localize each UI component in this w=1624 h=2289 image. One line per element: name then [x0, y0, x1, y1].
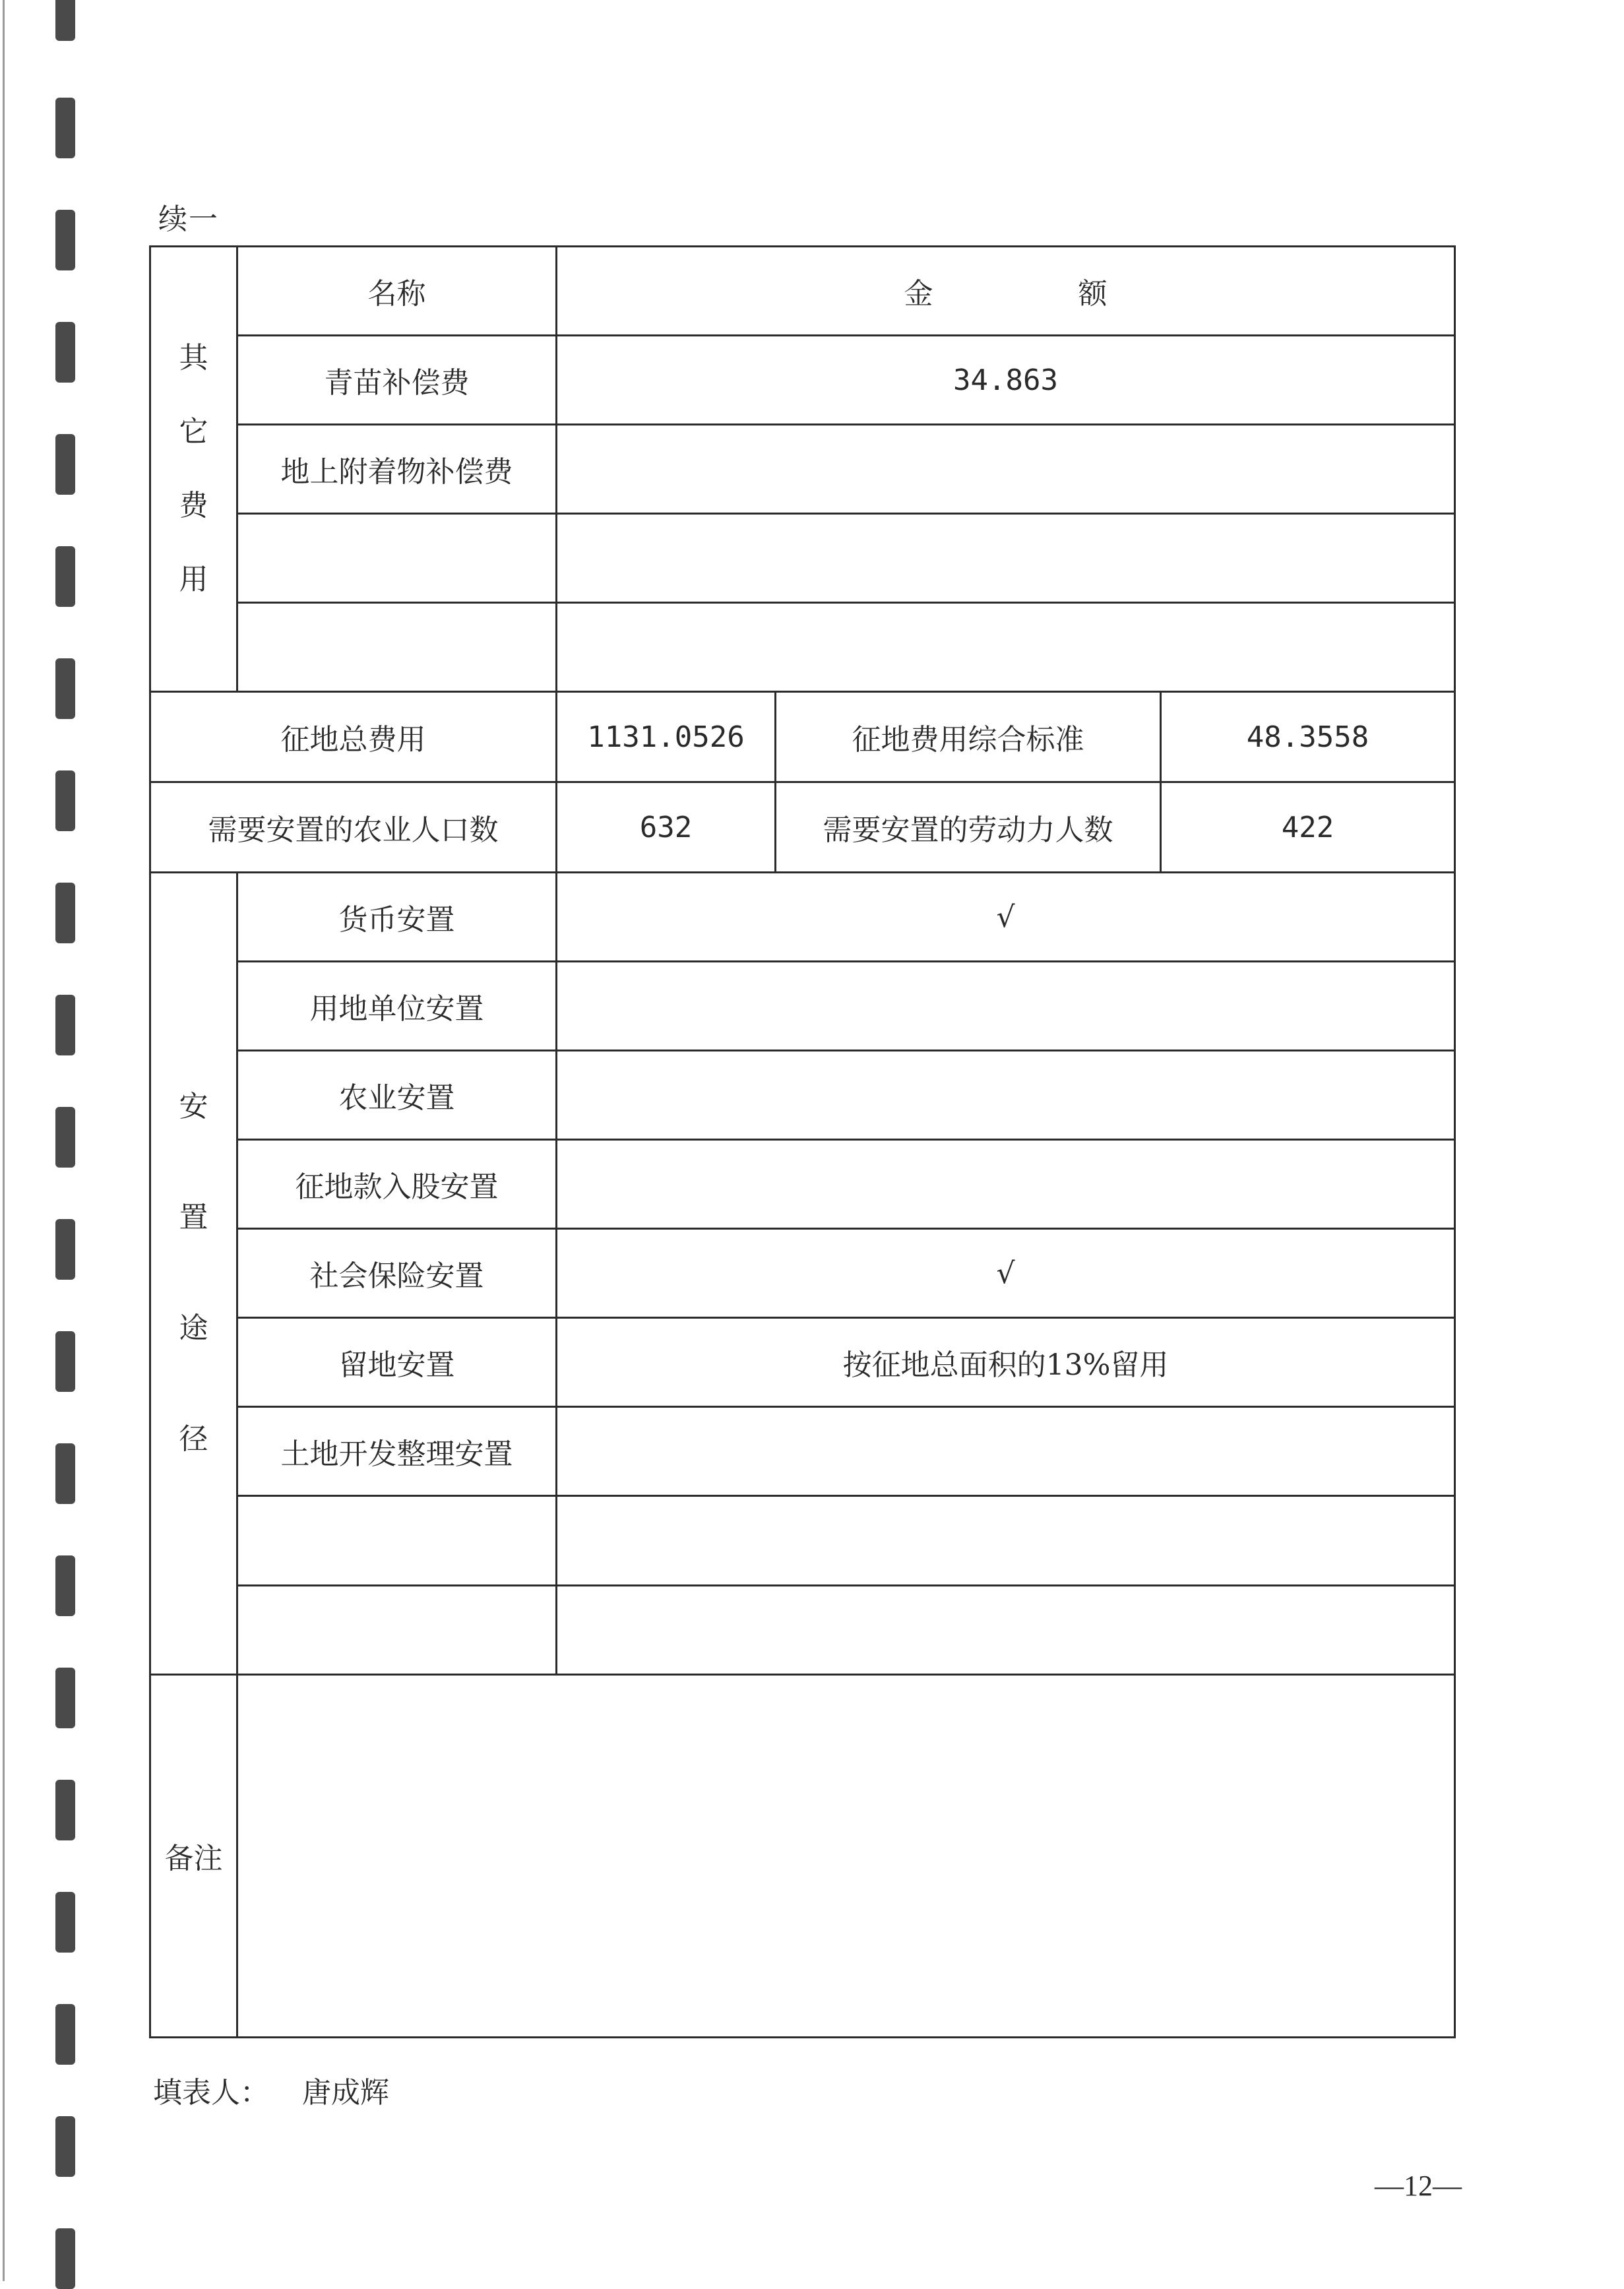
- resettlement-name: 留地安置: [237, 1318, 557, 1407]
- table-row: [150, 1496, 1455, 1585]
- header-name: 名称: [237, 247, 557, 336]
- page-number: —12—: [1375, 2170, 1462, 2202]
- total-cost-value: 1131.0526: [557, 692, 776, 782]
- land-acquisition-table: [149, 245, 1456, 2038]
- table-row: [150, 1585, 1455, 1674]
- resettlement-name: 货币安置: [237, 873, 557, 962]
- fee-amount: [557, 603, 1455, 692]
- resettlement-value: √: [557, 873, 1455, 962]
- table-row: [150, 1318, 1455, 1407]
- labor-label: 需要安置的劳动力人数: [776, 782, 1161, 873]
- continuation-label: 续一: [158, 203, 219, 236]
- binding-hole: [55, 1331, 75, 1392]
- table-row: [150, 336, 1455, 425]
- binding-hole: [55, 1668, 75, 1728]
- resettlement-value: [557, 1140, 1455, 1229]
- binding-hole: [55, 434, 75, 495]
- agri-pop-label: 需要安置的农业人口数: [150, 782, 557, 873]
- fee-amount: [557, 514, 1455, 603]
- resettlement-name: 用地单位安置: [237, 962, 557, 1051]
- binding-hole: [55, 2228, 75, 2289]
- binding-hole: [55, 1107, 75, 1168]
- group-char: 用: [179, 563, 208, 597]
- remarks-row: [150, 1674, 1455, 2037]
- table-row: [150, 1407, 1455, 1496]
- table-row: [150, 1229, 1455, 1318]
- resettlement-name: [237, 1585, 557, 1674]
- total-cost-label: 征地总费用: [150, 692, 557, 782]
- group-char: 置: [179, 1201, 208, 1235]
- resettlement-value: √: [557, 1229, 1455, 1318]
- table-row: [150, 873, 1455, 962]
- agri-pop-value: 632: [557, 782, 776, 873]
- fee-name: 青苗补偿费: [237, 336, 557, 425]
- filler-line: [153, 2069, 389, 2111]
- table-row: [150, 514, 1455, 603]
- table-row: [150, 962, 1455, 1051]
- binding-hole: [55, 0, 75, 41]
- filler-name: 唐成辉: [302, 2076, 389, 2110]
- table-header-row: [150, 247, 1455, 336]
- binding-hole: [55, 658, 75, 719]
- fee-amount: [557, 425, 1455, 514]
- group-char: 安: [179, 1090, 208, 1124]
- binding-hole: [55, 546, 75, 607]
- table-row: [150, 425, 1455, 514]
- population-row: [150, 782, 1455, 873]
- group-char: 其: [179, 341, 208, 375]
- filler-label: 填表人：: [153, 2076, 269, 2110]
- binding-hole: [55, 883, 75, 943]
- fee-amount: 34.863: [557, 336, 1455, 425]
- labor-value: 422: [1161, 782, 1455, 873]
- table-row: [150, 1140, 1455, 1229]
- resettlement-name: 土地开发整理安置: [237, 1407, 557, 1496]
- binding-hole: [55, 210, 75, 270]
- group-char: 费: [179, 489, 208, 523]
- group-char: 径: [179, 1422, 208, 1457]
- other-fees-group-label: [150, 247, 237, 692]
- fee-name: [237, 603, 557, 692]
- fee-name: [237, 514, 557, 603]
- binding-hole: [55, 98, 75, 158]
- resettlement-name: 征地款入股安置: [237, 1140, 557, 1229]
- binding-hole: [55, 1780, 75, 1840]
- group-char: 途: [179, 1311, 208, 1346]
- binding-hole: [55, 2116, 75, 2177]
- binding-hole: [55, 2004, 75, 2065]
- header-amount: 金额: [557, 247, 1455, 336]
- binding-hole: [55, 770, 75, 831]
- resettlement-value: [557, 1585, 1455, 1674]
- resettlement-value: [557, 1496, 1455, 1585]
- resettlement-value: [557, 962, 1455, 1051]
- resettlement-value: [557, 1407, 1455, 1496]
- binding-edge: [3, 0, 5, 2281]
- binding-hole: [55, 995, 75, 1055]
- binding-hole: [55, 1892, 75, 1953]
- resettlement-value: [557, 1051, 1455, 1140]
- binding-hole: [55, 1219, 75, 1280]
- resettlement-name: [237, 1496, 557, 1585]
- fee-name: 地上附着物补偿费: [237, 425, 557, 514]
- group-char: 它: [179, 415, 208, 449]
- remarks-value: [237, 1674, 1455, 2037]
- resettlement-value: 按征地总面积的13%留用: [557, 1318, 1455, 1407]
- binding-hole: [55, 1555, 75, 1616]
- remarks-label: 备注: [150, 1674, 237, 2037]
- resettlement-name: 农业安置: [237, 1051, 557, 1140]
- standard-value: 48.3558: [1161, 692, 1455, 782]
- resettlement-name: 社会保险安置: [237, 1229, 557, 1318]
- binding-hole: [55, 322, 75, 383]
- resettlement-group-label: [150, 873, 237, 1674]
- binding-hole: [55, 1443, 75, 1504]
- table-row: [150, 603, 1455, 692]
- totals-row: [150, 692, 1455, 782]
- table-row: [150, 1051, 1455, 1140]
- standard-label: 征地费用综合标准: [776, 692, 1161, 782]
